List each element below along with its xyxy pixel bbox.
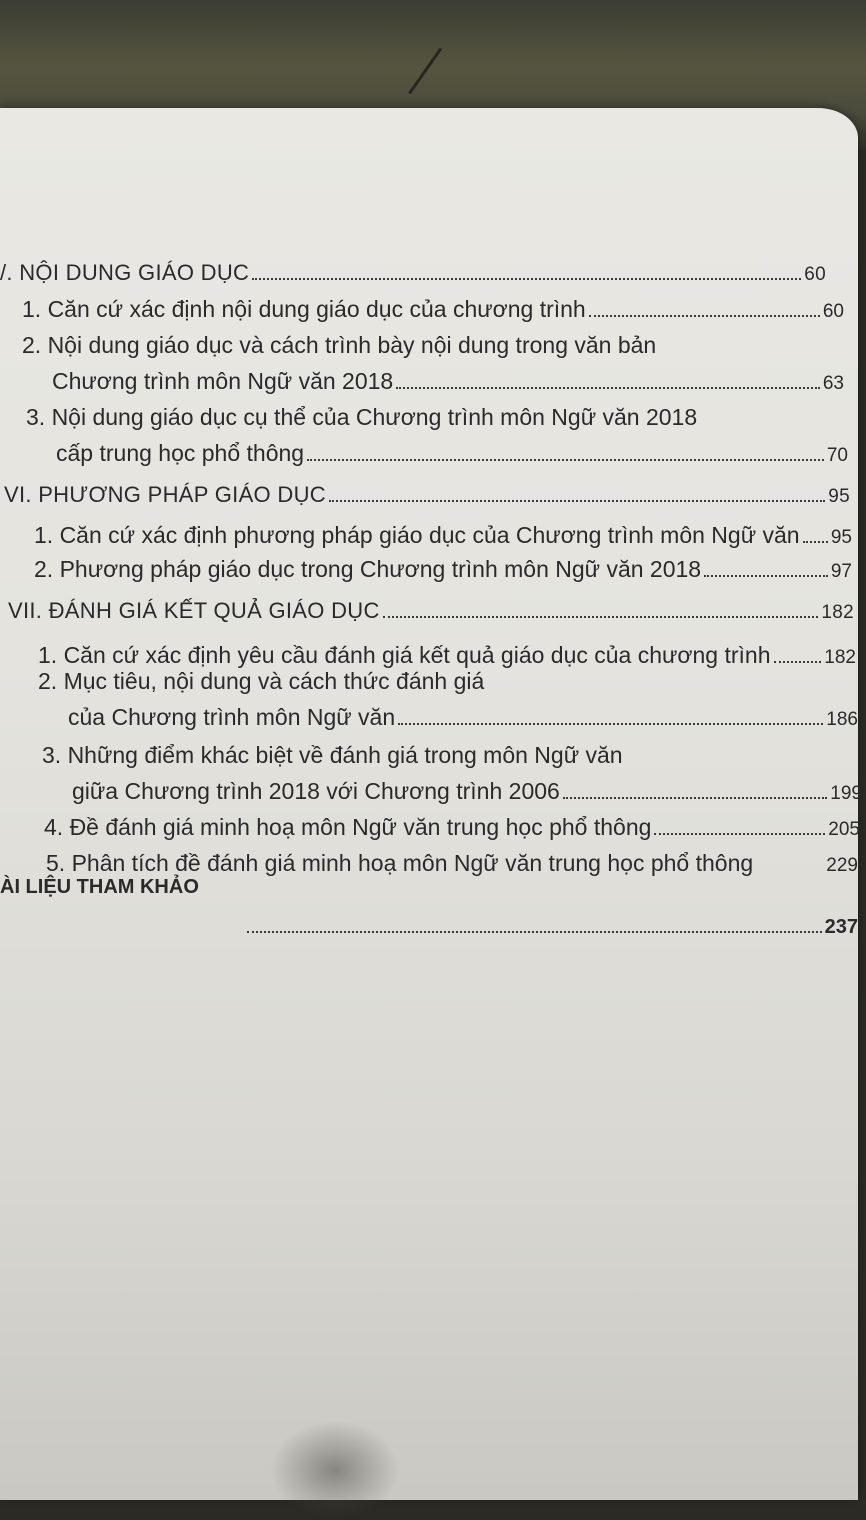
dot-leader xyxy=(398,722,823,725)
toc-entry-5-2[interactable] xyxy=(52,368,844,395)
toc-entry-references-leader xyxy=(244,916,858,939)
dot-leader xyxy=(654,832,825,835)
toc-entry-title: VI. PHƯƠNG PHÁP GIÁO DỤC xyxy=(4,482,326,507)
dot-leader xyxy=(396,386,820,389)
dot-leader xyxy=(704,574,828,577)
dot-leader xyxy=(563,796,827,799)
toc-entry-page: 182 xyxy=(821,602,854,623)
toc-entry-title: /. NỘI DUNG GIÁO DỤC xyxy=(0,260,250,285)
toc-entry-page: 60 xyxy=(822,301,844,322)
toc-entry-title: 1. Căn cứ xác định yêu cầu đánh giá kết quả giáo dục của chương trình xyxy=(38,642,771,668)
toc-entry-7-2[interactable] xyxy=(68,704,858,731)
toc-entry-page: 70 xyxy=(826,445,848,466)
toc-entry-page: 63 xyxy=(822,373,844,394)
toc-entry-page: 205 xyxy=(828,819,860,840)
toc-entry-7-2-line1: 2. Mục tiêu, nội dung và cách thức đánh giá xyxy=(38,668,485,694)
toc-entry-5-3-line1: 3. Nội dung giáo dục cụ thể của Chương trình môn Ngữ văn 2018 xyxy=(26,404,698,430)
book-page xyxy=(0,108,862,1500)
toc-entry-section-6[interactable] xyxy=(4,482,850,508)
toc-entry-7-3[interactable] xyxy=(72,778,862,805)
toc-entry-title: 1. Căn cứ xác định nội dung giáo dục của chương trình xyxy=(22,296,586,322)
toc-entry-section-7[interactable] xyxy=(8,598,854,624)
toc-entry-title: 1. Căn cứ xác định phương pháp giáo dục của Chương trình môn Ngữ văn xyxy=(34,522,800,548)
toc-entry-5-2-line1: 2. Nội dung giáo dục và cách trình bày nội dung trong văn bản xyxy=(22,332,657,358)
toc-entry-page: 95 xyxy=(828,486,850,507)
toc-entry-page: 95 xyxy=(830,527,852,548)
dot-leader xyxy=(307,458,824,461)
toc-entry-5-1[interactable] xyxy=(22,296,844,323)
toc-entry-page: 186 xyxy=(826,709,858,730)
toc-entry-title: VII. ĐÁNH GIÁ KẾT QUẢ GIÁO DỤC xyxy=(8,598,380,623)
toc-entry-page: 182 xyxy=(824,647,856,668)
toc-entry-page: 229 xyxy=(826,855,858,876)
toc-entry-title: cấp trung học phổ thông xyxy=(56,440,305,466)
toc-entry-6-2[interactable] xyxy=(34,556,852,583)
toc-entry-title: 5. Phân tích đề đánh giá minh hoạ môn Ngữ văn trung học phổ thông xyxy=(46,850,754,876)
toc-entry-7-4[interactable] xyxy=(44,814,860,841)
dot-leader xyxy=(803,540,828,543)
dot-leader xyxy=(252,277,801,280)
toc-entry-5-3[interactable] xyxy=(56,440,848,467)
toc-entry-section-5[interactable] xyxy=(0,260,826,286)
toc-entry-title: của Chương trình môn Ngữ văn xyxy=(68,704,396,730)
toc-entry-7-1[interactable] xyxy=(38,642,856,669)
photographer-shadow xyxy=(270,1420,400,1520)
toc-entry-7-5[interactable] xyxy=(46,850,858,877)
toc-entry-page: 237 xyxy=(824,916,858,938)
toc-entry-title: 4. Đề đánh giá minh hoạ môn Ngữ văn trung học phổ thông xyxy=(44,814,652,840)
toc-entry-7-3-line1: 3. Những điểm khác biệt về đánh giá trong môn Ngữ văn xyxy=(42,742,623,768)
dot-leader xyxy=(329,499,825,502)
dot-leader xyxy=(589,314,820,317)
toc-entry-page: 199 xyxy=(830,783,862,804)
toc-entry-page: 97 xyxy=(830,561,852,582)
toc-entry-6-1[interactable] xyxy=(34,522,852,549)
toc-entry-references[interactable] xyxy=(0,876,240,899)
toc-entry-title: Chương trình môn Ngữ văn 2018 xyxy=(52,368,394,394)
dot-leader xyxy=(756,870,823,871)
plant-stem-decoration xyxy=(408,48,475,118)
toc-entry-title: ÀI LIỆU THAM KHẢO xyxy=(0,876,199,898)
toc-entry-page: 60 xyxy=(804,264,826,285)
dot-leader xyxy=(383,615,819,618)
dot-leader xyxy=(774,660,822,663)
dot-leader xyxy=(247,930,822,933)
toc-entry-title: giữa Chương trình 2018 với Chương trình 2006 xyxy=(72,778,560,804)
toc-entry-title: 2. Phương pháp giáo dục trong Chương trình môn Ngữ văn 2018 xyxy=(34,556,702,582)
